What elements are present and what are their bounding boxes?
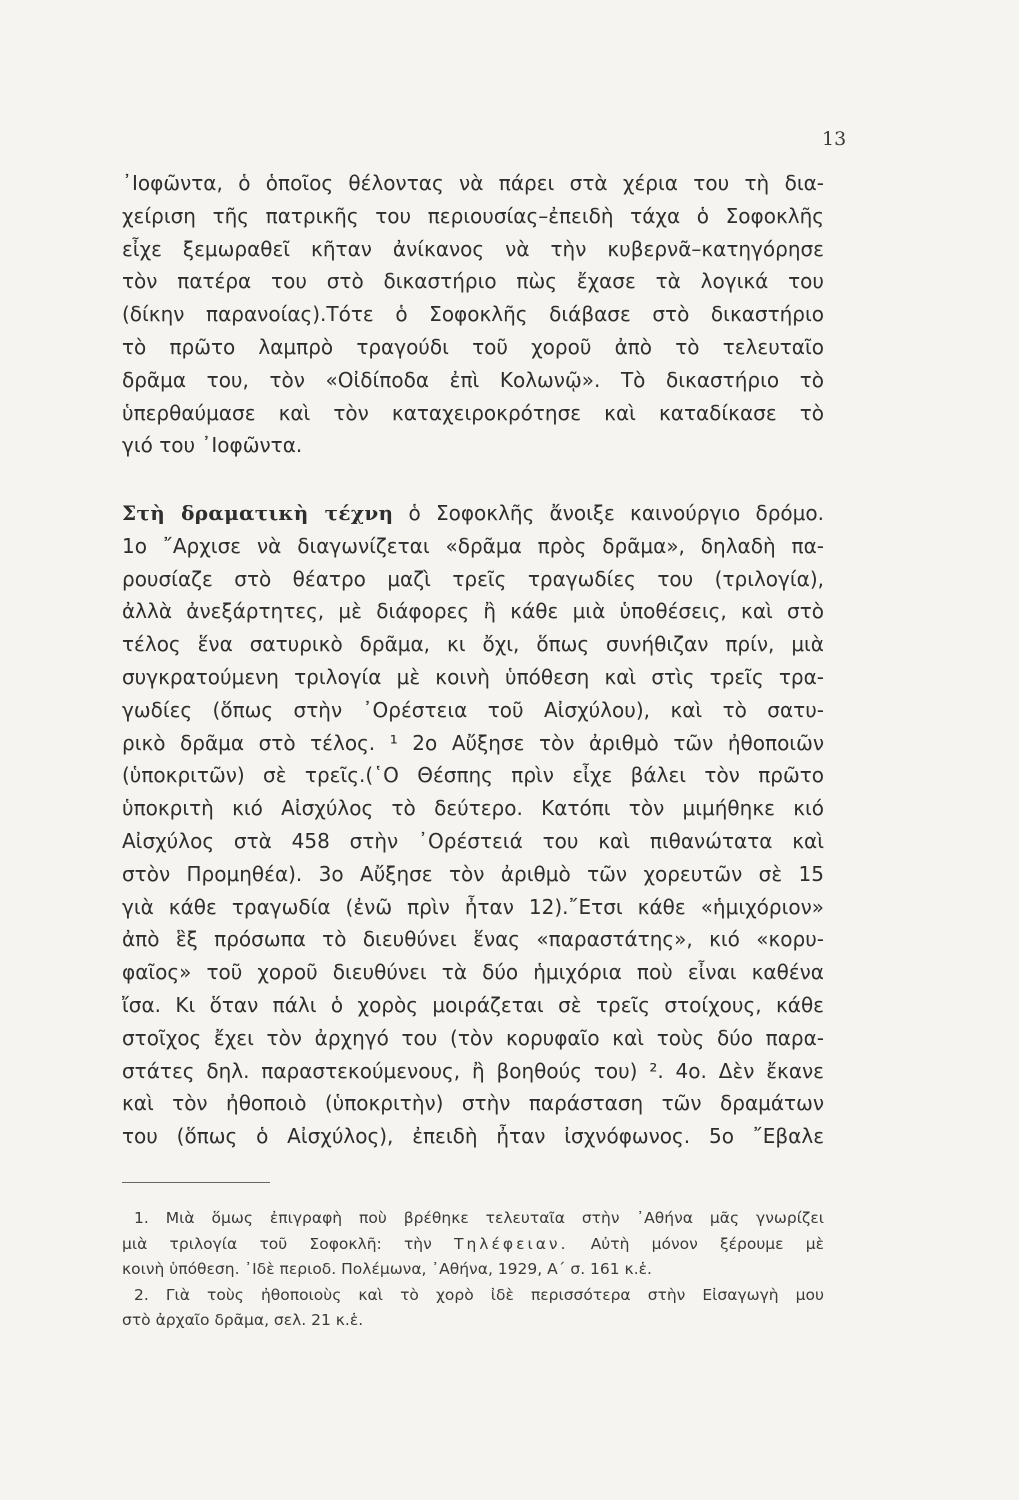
footnote-1-line: κοινὴ ὑπόθεση. ᾿Ιδὲ περιοδ. Πολέμωνα, ᾿Αθήνα, 1929, Α΄ σ. 161 κ.ἑ. — [122, 1260, 652, 1279]
text-line: στοῖχος ἔχει τὸν ἀρχηγό του (τὸν κορυφαῖο καὶ τοὺς δύο παρα- — [122, 1025, 824, 1050]
text-line: γωδίες (ὅπως στὴν ᾿Ορέστεια τοῦ Αἰσχύλου), καὶ τὸ σατυ- — [122, 697, 824, 722]
text-run: μιὰ τριλογία τοῦ Σοφοκλῆ: τὴν — [122, 1234, 454, 1253]
text-line: (δίκην παρανοίας).Τότε ὁ Σοφοκλῆς διάβασε στὸ δικαστήριο — [122, 302, 824, 327]
text-line: εἶχε ξεμωραθεῖ κῆταν ἀνίκανος νὰ τὴν κυβερνᾶ–κατηγόρησε — [122, 236, 824, 261]
paragraph-2 — [122, 497, 824, 1153]
text-line: τὸ πρῶτο λαμπρὸ τραγούδι τοῦ χοροῦ ἀπὸ τὸ τελευταῖο — [122, 334, 824, 359]
text-line: ἀπὸ ἓξ πρόσωπα τὸ διευθύνει ἕνας «παραστάτης», κιό «κορυ- — [122, 927, 824, 952]
text-line: ρικὸ δρᾶμα στὸ τέλος. ¹ 2ο Αὔξησε τὸν ἀριθμὸ τῶν ἠθοποιῶν — [122, 730, 824, 755]
text-line: ρουσίαζε στὸ θέατρο μαζὶ τρεῖς τραγωδίες του (τριλογία), — [122, 566, 824, 591]
text-line: Αἰσχύλος στὰ 458 στὴν ᾿Ορέστειά του καὶ πιθανώτατα καὶ — [122, 828, 824, 853]
spaced-title: Τηλέφειαν. — [454, 1234, 569, 1253]
text-line: γιὰ κάθε τραγωδία (ἐνῶ πρὶν ἦταν 12).῎Ετσι κάθε «ἡμιχόριον» — [122, 894, 824, 919]
text-line: στὸν Προμηθέα). 3ο Αὔξησε τὸν ἀριθμὸ τῶν χορευτῶν σὲ 15 — [122, 861, 824, 886]
text-line: ἀλλὰ ἀνεξάρτητες, μὲ διάφορες ἢ κάθε μιὰ ὑποθέσεις, καὶ στὸ — [122, 599, 824, 624]
footnotes — [122, 1206, 824, 1334]
text-line: γιό του ᾿Ιοφῶντα. — [122, 433, 303, 458]
page-number: 13 — [822, 128, 847, 150]
text-line: χείριση τῆς πατρικῆς του περιουσίας–ἐπειδὴ τάχα ὁ Σοφοκλῆς — [122, 203, 824, 228]
text-run: ὁ Σοφοκλῆς ἄνοιξε καινούργιο δρόμο. — [393, 501, 824, 525]
footnote-1-line: 1. Μιὰ ὅμως ἐπιγραφὴ ποὺ βρέθηκε τελευταῖα στὴν ᾿Αθήνα μᾶς γνωρίζει — [134, 1209, 824, 1227]
text-line: ὑπερθαύμασε καὶ τὸν καταχειροκρότησε καὶ καταδίκασε τὸ — [122, 400, 824, 425]
text-line: ὑποκριτὴ κιό Αἰσχύλος τὸ δεύτερο. Κατόπι τὸν μιμήθηκε κιό — [122, 796, 824, 821]
text-line: δρᾶμα του, τὸν «Οἰδίποδα ἐπὶ Κολωνῷ». Τὸ δικαστήριο τὸ — [122, 367, 824, 392]
footnote-2-line: στὸ ἀρχαῖο δρᾶμα, σελ. 21 κ.ἑ. — [122, 1311, 364, 1330]
footnote-divider — [122, 1182, 270, 1183]
text-line-first — [122, 497, 824, 530]
text-run: Αὐτὴ μόνον ξέρουμε μὲ — [568, 1234, 824, 1253]
text-line: τέλος ἕνα σατυρικὸ δρᾶμα, κι ὄχι, ὅπως συνήθιζαν πρίν, μιὰ — [122, 632, 824, 657]
text-line: στάτες δηλ. παραστεκούμενους, ἢ βοηθούς του) ². 4ο. Δὲν ἔκανε — [122, 1058, 824, 1083]
footnote-1-line — [122, 1232, 824, 1258]
text-line: (ὑποκριτῶν) σὲ τρεῖς.(῾Ο Θέσπης πρὶν εἶχε βάλει τὸν πρῶτο — [122, 763, 824, 788]
paragraph-1 — [122, 167, 824, 462]
text-line: ᾿Ιοφῶντα, ὁ ὁποῖος θέλοντας νὰ πάρει στὰ χέρια του τὴ δια- — [122, 171, 824, 195]
text-line: του (ὅπως ὁ Αἰσχύλος), ἐπειδὴ ἦταν ἰσχνόφωνος. 5ο ῎Εβαλε — [122, 1124, 824, 1149]
footnote-2-line: 2. Γιὰ τοὺς ἠθοποιοὺς καὶ τὸ χορὸ ἰδὲ περισσότερα στὴν Εἰσαγωγὴ μου — [134, 1285, 824, 1304]
section-lead-heading: Στὴ δραματικὴ τέχνη — [122, 501, 394, 525]
text-line: 1ο ῎Αρχισε νὰ διαγωνίζεται «δρᾶμα πρὸς δρᾶμα», δηλαδὴ πα- — [122, 533, 824, 558]
text-line: συγκρατούμενη τριλογία μὲ κοινὴ ὑπόθεση καὶ στὶς τρεῖς τρα- — [122, 664, 824, 689]
text-line: καὶ τὸν ἠθοποιὸ (ὑποκριτὴν) στὴν παράσταση τῶν δραμάτων — [122, 1091, 824, 1116]
text-line: φαῖος» τοῦ χοροῦ διευθύνει τὰ δύο ἡμιχόρια ποὺ εἶναι καθένα — [122, 960, 824, 985]
text-line: ἴσα. Κι ὅταν πάλι ὁ χορὸς μοιράζεται σὲ τρεῖς στοίχους, κάθε — [122, 992, 824, 1017]
text-line: τὸν πατέρα του στὸ δικαστήριο πὼς ἔχασε τὰ λογικά του — [122, 269, 824, 294]
